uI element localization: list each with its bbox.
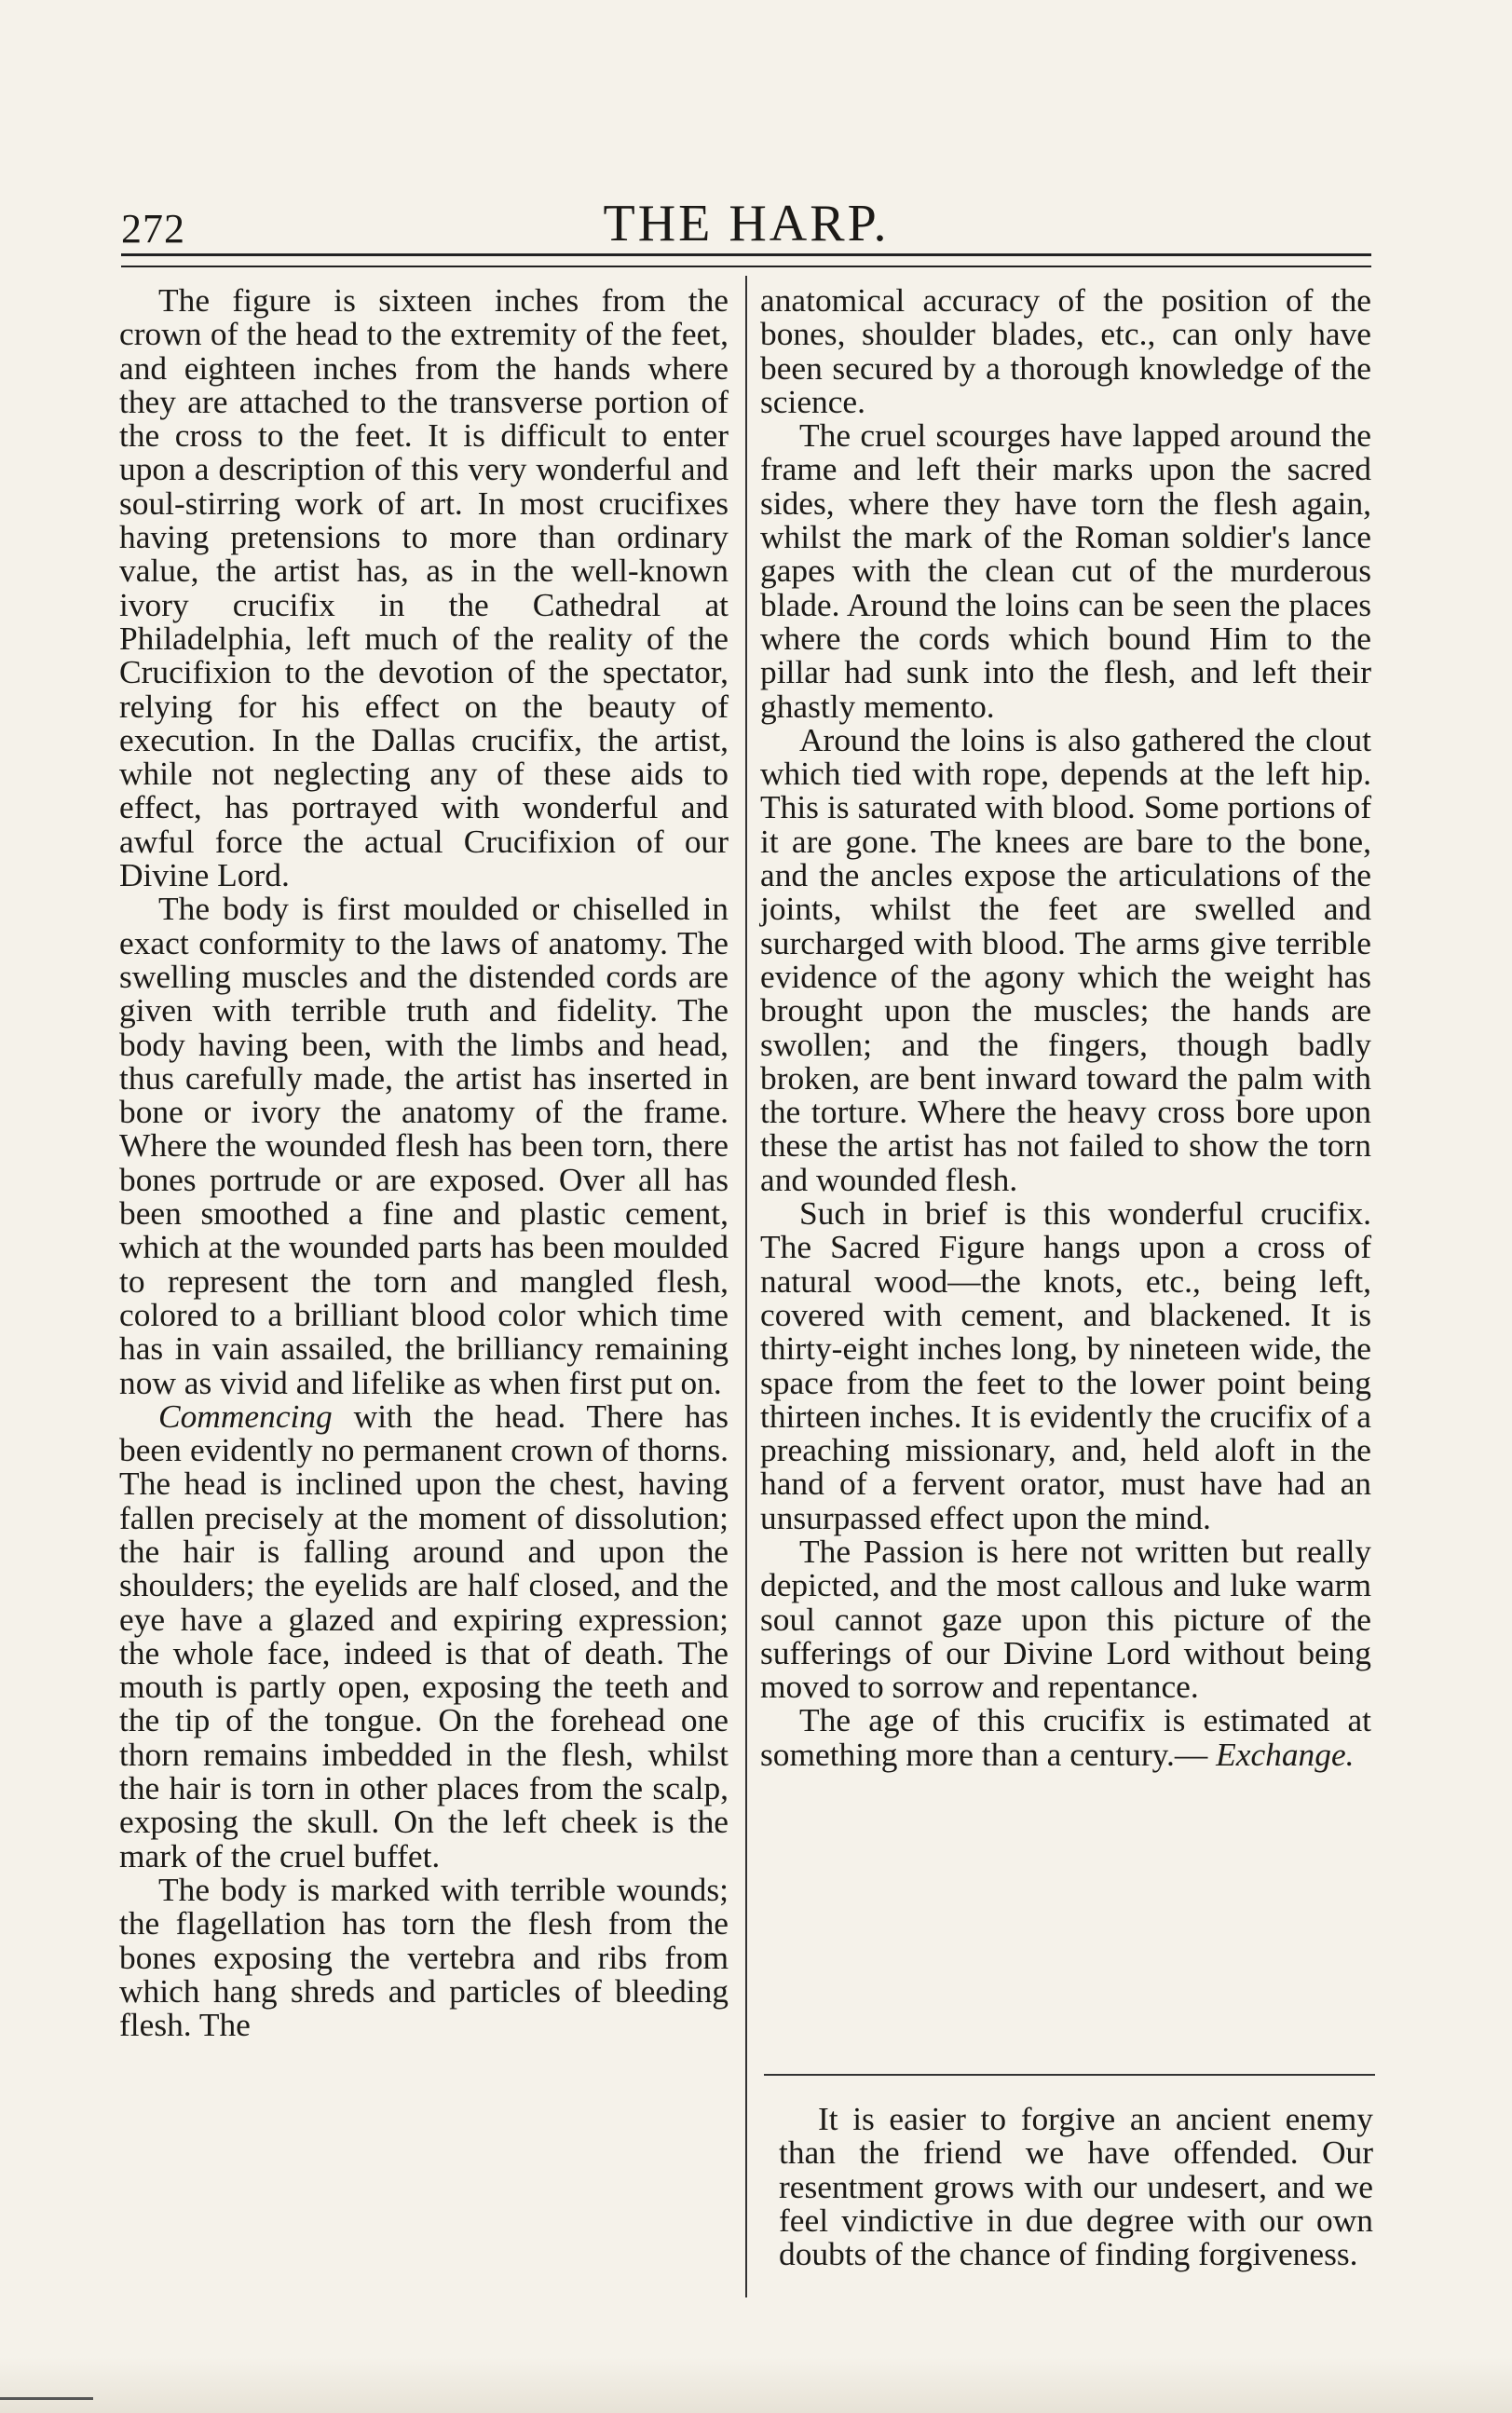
page-header <box>121 186 1371 261</box>
left-paragraph-1: The figure is sixteen inches from the crown of the head to the extremity of the feet, and eighteen inches from the hands where they are attached to the transverse portion of the cross to the feet. It is difficult to enter upon a description of this very wonderful and soul-stirring work of art. In most crucifixes having pretensions to more than ordinary value, the artist has, as in the well-known ivory crucifix in the Cathedral at Philadelphia, left much of the reality of the Crucifixion to the devotion of the spectator, relying for his effect on the beauty of execution. In the Dallas crucifix, the artist, while not neglecting any of these aids to effect, has portrayed with wonderful and awful force the actual Crucifixion of our Divine Lord. <box>119 281 729 894</box>
right-paragraph-6-text: The age of this crucifix is estimated at something more than a century.— <box>760 1701 1371 1773</box>
page-corner-mark <box>0 2397 93 2400</box>
section-rule <box>764 2074 1375 2076</box>
left-column <box>119 281 729 2044</box>
left-paragraph-3-italic-lead: Commencing <box>158 1397 333 1435</box>
right-paragraph-6 <box>760 1703 1371 1771</box>
right-paragraph-5: The Passion is here not written but really depicted, and the most callous and luke warm soul cannot gaze upon this picture of the sufferings of our Divine Lord without being moved to sorrow and repentance. <box>760 1532 1371 1706</box>
right-paragraph-4: Such in brief is this wonderful crucifix. The Sacred Figure hangs upon a cross of natural wood—the knots, etc., being left, covered with cement, and blackened. It is thirty-eight inches long, by nineteen wide, the space from the feet to the lower point being thirteen inches. It is evidently the crucifix of a preaching missionary, and, held aloft in the hand of a fervent orator, must have had an unsurpassed effect upon the mind. <box>760 1194 1371 1536</box>
closing-note-text: It is easier to forgive an ancient enemy than the friend we have offended. Our resentment grows with our undesert, and we feel vindictive in due degree with our own doubts of the chance of finding forgiveness. <box>779 2100 1373 2273</box>
right-column <box>760 283 1371 1771</box>
right-paragraph-2: The cruel scourges have lapped around the frame and left their marks upon the sacred sides, where they have torn the flesh again, whilst the mark of the Roman soldier's lance gapes with the clean cut of the murderous blade. Around the loins can be seen the places where the cords which bound Him to the pillar had sunk into the flesh, and left their ghastly memento. <box>760 416 1371 725</box>
page-bottom-edge <box>0 2357 1512 2413</box>
left-paragraph-3-text: with the head. There has been evidently no permanent crown of thorns. The head is inclined upon the chest, having fallen precisely at the moment of dissolution; the hair is falling around and upon the shoulders; the eyelids are half closed, and the eye have a glazed and expiring expression; the whole face, indeed is that of death. The mouth is partly open, exposing the teeth and the tip of the tongue. On the forehead one thorn remains imbedded in the flesh, whilst the hair is torn in other places from the scalp, exposing the skull. On the left cheek is the mark of the cruel buffet. <box>119 1397 729 1875</box>
closing-note <box>779 2100 1373 2273</box>
article-source: Exchange. <box>1216 1735 1355 1773</box>
running-title: THE HARP. <box>603 195 890 252</box>
column-divider <box>745 276 747 2297</box>
header-double-rule <box>121 253 1371 267</box>
right-paragraph-1: anatomical accuracy of the position of the bones, shoulder blades, etc., can only have been secured by a thorough knowledge of the science. <box>760 281 1371 420</box>
left-paragraph-3 <box>119 1399 729 1873</box>
left-paragraph-2: The body is first moulded or chiselled in exact conformity to the laws of anatomy. The swelling muscles and the distended cords are given with terrible truth and fidelity. The body having been, with the limbs and head, thus carefully made, the artist has inserted in bone or ivory the anatomy of the frame. Where the wounded flesh has been torn, there bones portrude or are exposed. Over all has been smoothed a fine and plastic cement, which at the wounded parts has been moulded to represent the torn and mangled flesh, colored to a brilliant blood color which time has in vain assailed, the brilliancy remaining now as vivid and lifelike as when first put on. <box>119 890 729 1401</box>
left-paragraph-4: The body is marked with terrible wounds; the flagellation has torn the flesh from the bones exposing the vertebra and ribs from which hang shreds and particles of bleeding flesh. The <box>119 1870 729 2044</box>
page-number: 272 <box>121 206 185 252</box>
right-paragraph-3: Around the loins is also gathered the clout which tied with rope, depends at the left hip. This is saturated with blood. Some portions of it are gone. The knees are bare to the bone, and the ancles expose the articulations of the joints, whilst the feet are swelled and surcharged with blood. The arms give terrible evidence of the agony which the weight has brought upon the muscles; the hands are swollen; and the fingers, though badly broken, are bent inward toward the palm with the torture. Where the heavy cross bore upon these the artist has not failed to show the torn and wounded flesh. <box>760 720 1371 1198</box>
